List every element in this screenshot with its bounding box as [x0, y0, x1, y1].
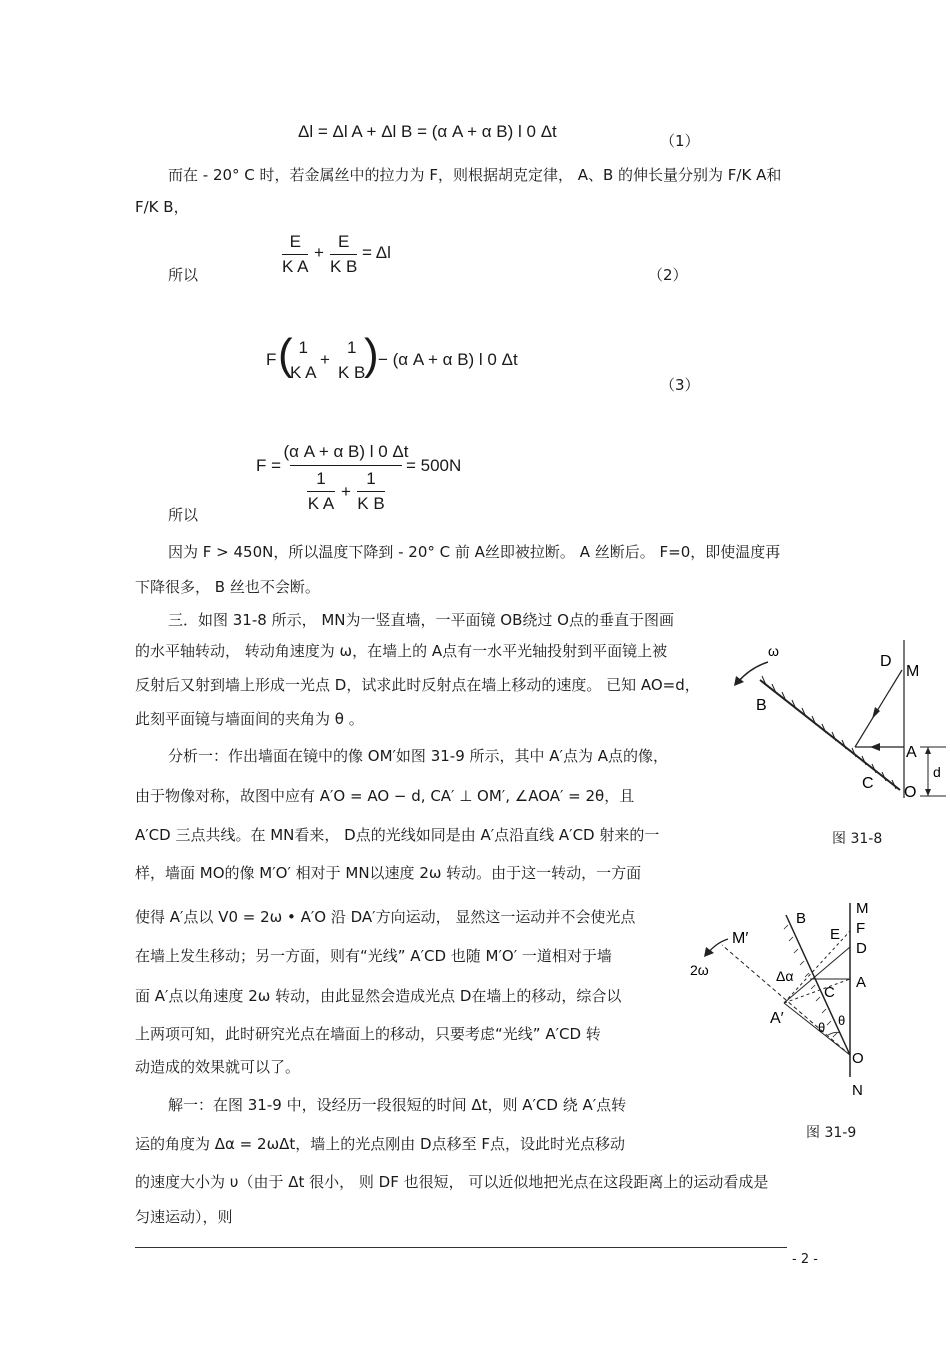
- solution-line: 解一：在图 31-9 中，设经历一段很短的时间 Δt，则 A′CD 绕 A′点转: [168, 1096, 627, 1114]
- label-a-prime: A′: [770, 1010, 784, 1027]
- figure-31-8-caption: 图 31-8: [832, 831, 883, 847]
- label-a: A: [906, 744, 917, 761]
- analysis-line: 上两项可知，此时研究光点在墙面上的移动，只要考虑“光线” A′CD 转: [135, 1025, 601, 1043]
- analysis-line: 在墙上发生移动；另一方面，则有“光线” A′CD 也随 M′O′ 一道相对于墙: [135, 947, 612, 965]
- label-delta-alpha: Δα: [776, 968, 794, 984]
- analysis-line: 由于物像对称，故图中应有 A′O = AO − d, CA′ ⊥ OM′, ∠AOA′ = 2θ，且: [135, 787, 635, 805]
- analysis-line: 面 A′点以角速度 2ω 转动，由此显然会造成光点 D在墙上的移动，综合以: [135, 987, 622, 1005]
- label-m: M: [906, 663, 920, 680]
- solution-line: 运的角度为 Δα = 2ωΔt，墙上的光点刚由 D点移至 F点，设此时光点移动: [135, 1135, 625, 1153]
- problem-line: 三．如图 31-8 所示， MN为一竖直墙，一平面镜 OB绕过 O点的垂直于图画: [168, 611, 674, 629]
- label-d: D: [880, 653, 892, 670]
- right-paren: ): [364, 330, 379, 379]
- fraction-e-over-kb: E K B: [330, 232, 358, 276]
- label-b: B: [756, 697, 767, 714]
- label-m: M: [856, 900, 869, 917]
- analysis-line: A′CD 三点共线。在 MN看来， D点的光线如同是由 A′点沿直线 A′CD 射来的一: [135, 826, 660, 844]
- label-o: O: [852, 1050, 864, 1067]
- equation-1: Δl = Δl A + Δl B = (α A + α B) l 0 Δt: [298, 122, 557, 141]
- label-theta-1: θ: [818, 1020, 826, 1035]
- figure-31-9-caption: 图 31-9: [806, 1125, 857, 1141]
- fraction-force: (α A + α B) l 0 Δt 1 K A + 1 K B: [283, 442, 409, 513]
- equation-number-1: （1）: [660, 132, 700, 150]
- paragraph-line: 下降很多， B 丝也不会断。: [135, 578, 320, 596]
- label-e: E: [830, 926, 841, 943]
- equation-3-rhs: − (α A + α B) l 0 Δt: [378, 350, 518, 369]
- problem-line: 的水平轴转动， 转动角速度为 ω，在墙上的 A点有一水平光轴投射到平面镜上被: [135, 642, 668, 660]
- label-d: D: [856, 940, 867, 957]
- label-omega: ω: [768, 643, 779, 659]
- label-m-prime: M′: [732, 930, 749, 947]
- equation-number-2: （2）: [648, 266, 688, 284]
- so-label: 所以: [168, 266, 199, 284]
- problem-line: 反射后又射到墙上形成一光点 D，试求此时反射点在墙上移动的速度。 已知 AO=d，: [135, 676, 700, 694]
- analysis-line: 分析一：作出墙面在镜中的像 OM′如图 31-9 所示，其中 A′点为 A点的像，: [168, 747, 668, 765]
- equation-number-3: （3）: [660, 376, 700, 394]
- equation-3-lhs: F: [266, 350, 277, 369]
- fraction-e-over-ka: E K A: [282, 232, 309, 276]
- label-f: F: [856, 920, 866, 937]
- label-dist-d: d: [933, 764, 941, 780]
- label-n: N: [852, 1082, 863, 1099]
- analysis-line: 动造成的效果就可以了。: [135, 1058, 301, 1076]
- plus-sign: +: [320, 350, 330, 369]
- label-theta-2: θ: [838, 1013, 846, 1028]
- problem-line: 此刻平面镜与墙面间的夹角为 θ 。: [135, 710, 364, 728]
- solution-line: 匀速运动），则: [135, 1208, 233, 1226]
- label-c: C: [824, 984, 835, 1001]
- solution-line: 的速度大小为 υ（由于 Δt 很小， 则 DF 也很短， 可以近似地把光点在这段距离上的运动看成是: [135, 1173, 769, 1191]
- figure-31-8: [720, 630, 950, 810]
- plus-sign: +: [314, 243, 324, 262]
- paragraph-line: F/K B，: [135, 198, 189, 216]
- footer-rule: [135, 1247, 787, 1248]
- page-number: - 2 -: [792, 1252, 818, 1267]
- label-c: C: [862, 775, 874, 792]
- so-label: 所以: [168, 506, 199, 524]
- label-two-omega: 2ω: [690, 962, 709, 978]
- label-b: B: [796, 910, 807, 927]
- analysis-line: 使得 A′点以 V0 = 2ω • A′O 沿 DA′方向运动， 显然这一运动并不会使光点: [135, 908, 636, 926]
- label-a: A: [856, 974, 867, 991]
- left-paren: (: [278, 330, 293, 379]
- fraction-1-over-ka: 1 K A: [290, 338, 317, 382]
- equation-2-rhs: = Δl: [362, 243, 391, 262]
- figure-31-9: [688, 895, 908, 1105]
- equation-4-rhs: = 500N: [406, 456, 462, 475]
- label-o: O: [904, 784, 917, 801]
- equation-4-lhs: F =: [256, 456, 282, 475]
- paragraph-line: 因为 F > 450N，所以温度下降到 - 20° C 前 A丝即被拉断。 A 丝断后。 F=0，即使温度再: [168, 543, 781, 561]
- paragraph-line: 而在 - 20° C 时，若金属丝中的拉力为 F，则根据胡克定律， A、B 的伸长量分别为 F/K A和: [168, 166, 782, 184]
- fraction-1-over-kb: 1 K B: [338, 338, 366, 382]
- analysis-line: 样，墙面 MO的像 M′O′ 相对于 MN以速度 2ω 转动。由于这一转动，一方面: [135, 864, 642, 882]
